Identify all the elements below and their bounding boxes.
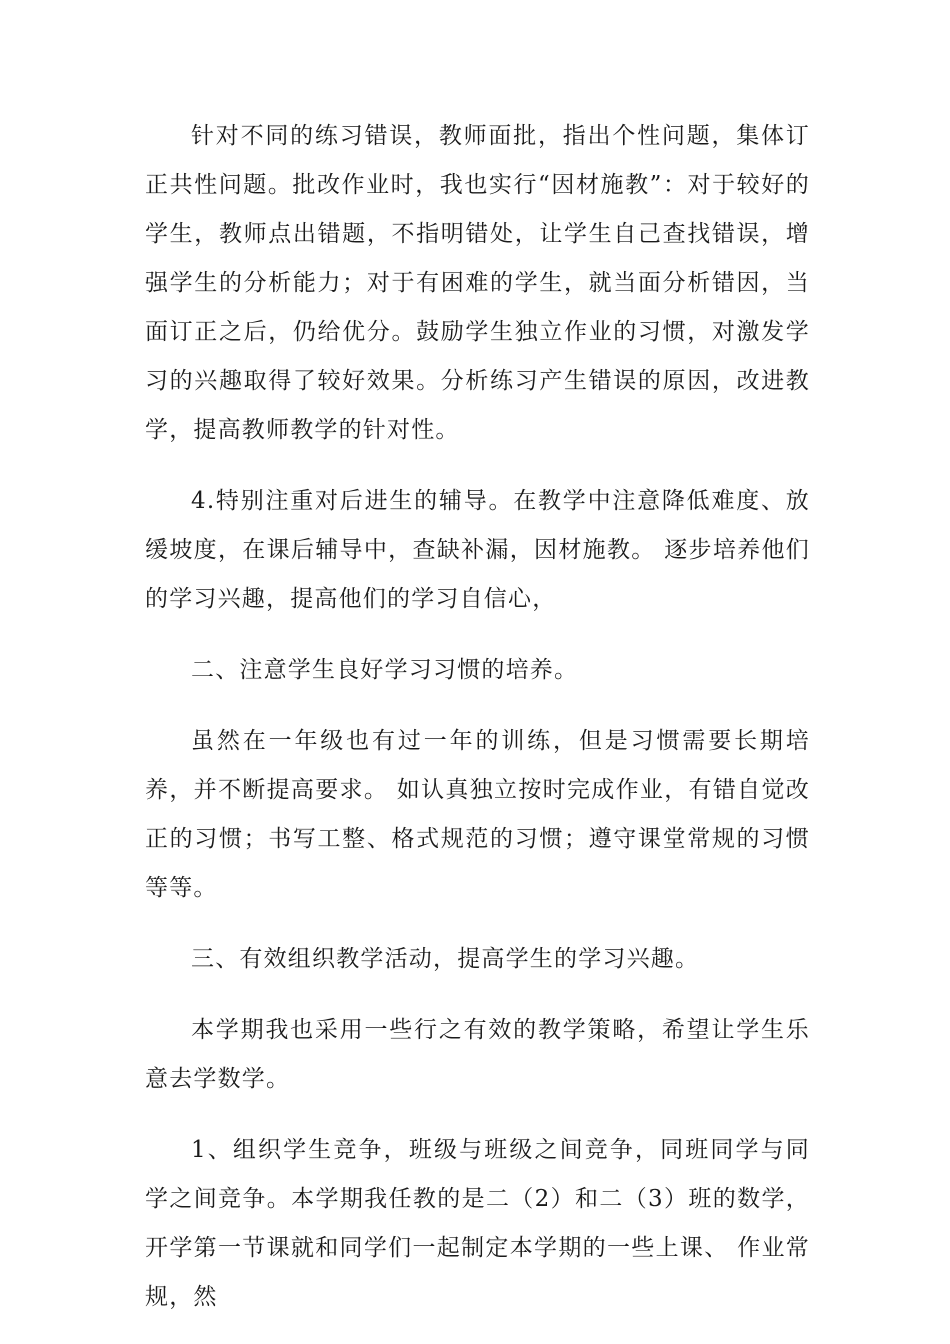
paragraph-habits: 虽然在一年级也有过一年的训练，但是习惯需要长期培养，并不断提高要求。 如认真独立按时完成作业，有错自觉改正的习惯；书写工整、格式规范的习惯；遵守课堂常规的习惯等等。: [145, 728, 810, 901]
document-page: [145, 112, 810, 1344]
paragraph-strategies: 本学期我也采用一些行之有效的教学策略，希望让学生乐意去学数学。: [145, 1017, 810, 1092]
paragraph-correction-methods: 针对不同的练习错误，教师面批，指出个性问题，集体订正共性问题。批改作业时，我也实行“因材施教”：对于较好的学生，教师点出错题，不指明错处，让学生自己查找错误，增强学生的分析能力；对于有困难的学生，就当面分析错因，当面订正之后，仍给优分。鼓励学生独立作业的习惯，对激发学习的兴趣取得了较好效果。分析练习产生错误的原因，改进教学，提高教师教学的针对性。: [145, 123, 810, 443]
section-heading-teaching-activities: 三、有效组织教学活动，提高学生的学习兴趣。: [191, 946, 700, 972]
paragraph-competition: 1、组织学生竞争，班级与班级之间竞争，同班同学与同学之间竞争。本学期我任教的是二（2）和二（3）班的数学，开学第一节课就和同学们一起制定本学期的一些上课、 作业常规，然: [145, 1137, 810, 1310]
section-heading-habits: 二、注意学生良好学习习惯的培养。: [191, 657, 579, 683]
paragraph-struggling-students: 4.特别注重对后进生的辅导。在教学中注意降低难度、放缓坡度，在课后辅导中，查缺补漏，因材施教。 逐步培养他们的学习兴趣，提高他们的学习自信心，: [145, 488, 810, 612]
